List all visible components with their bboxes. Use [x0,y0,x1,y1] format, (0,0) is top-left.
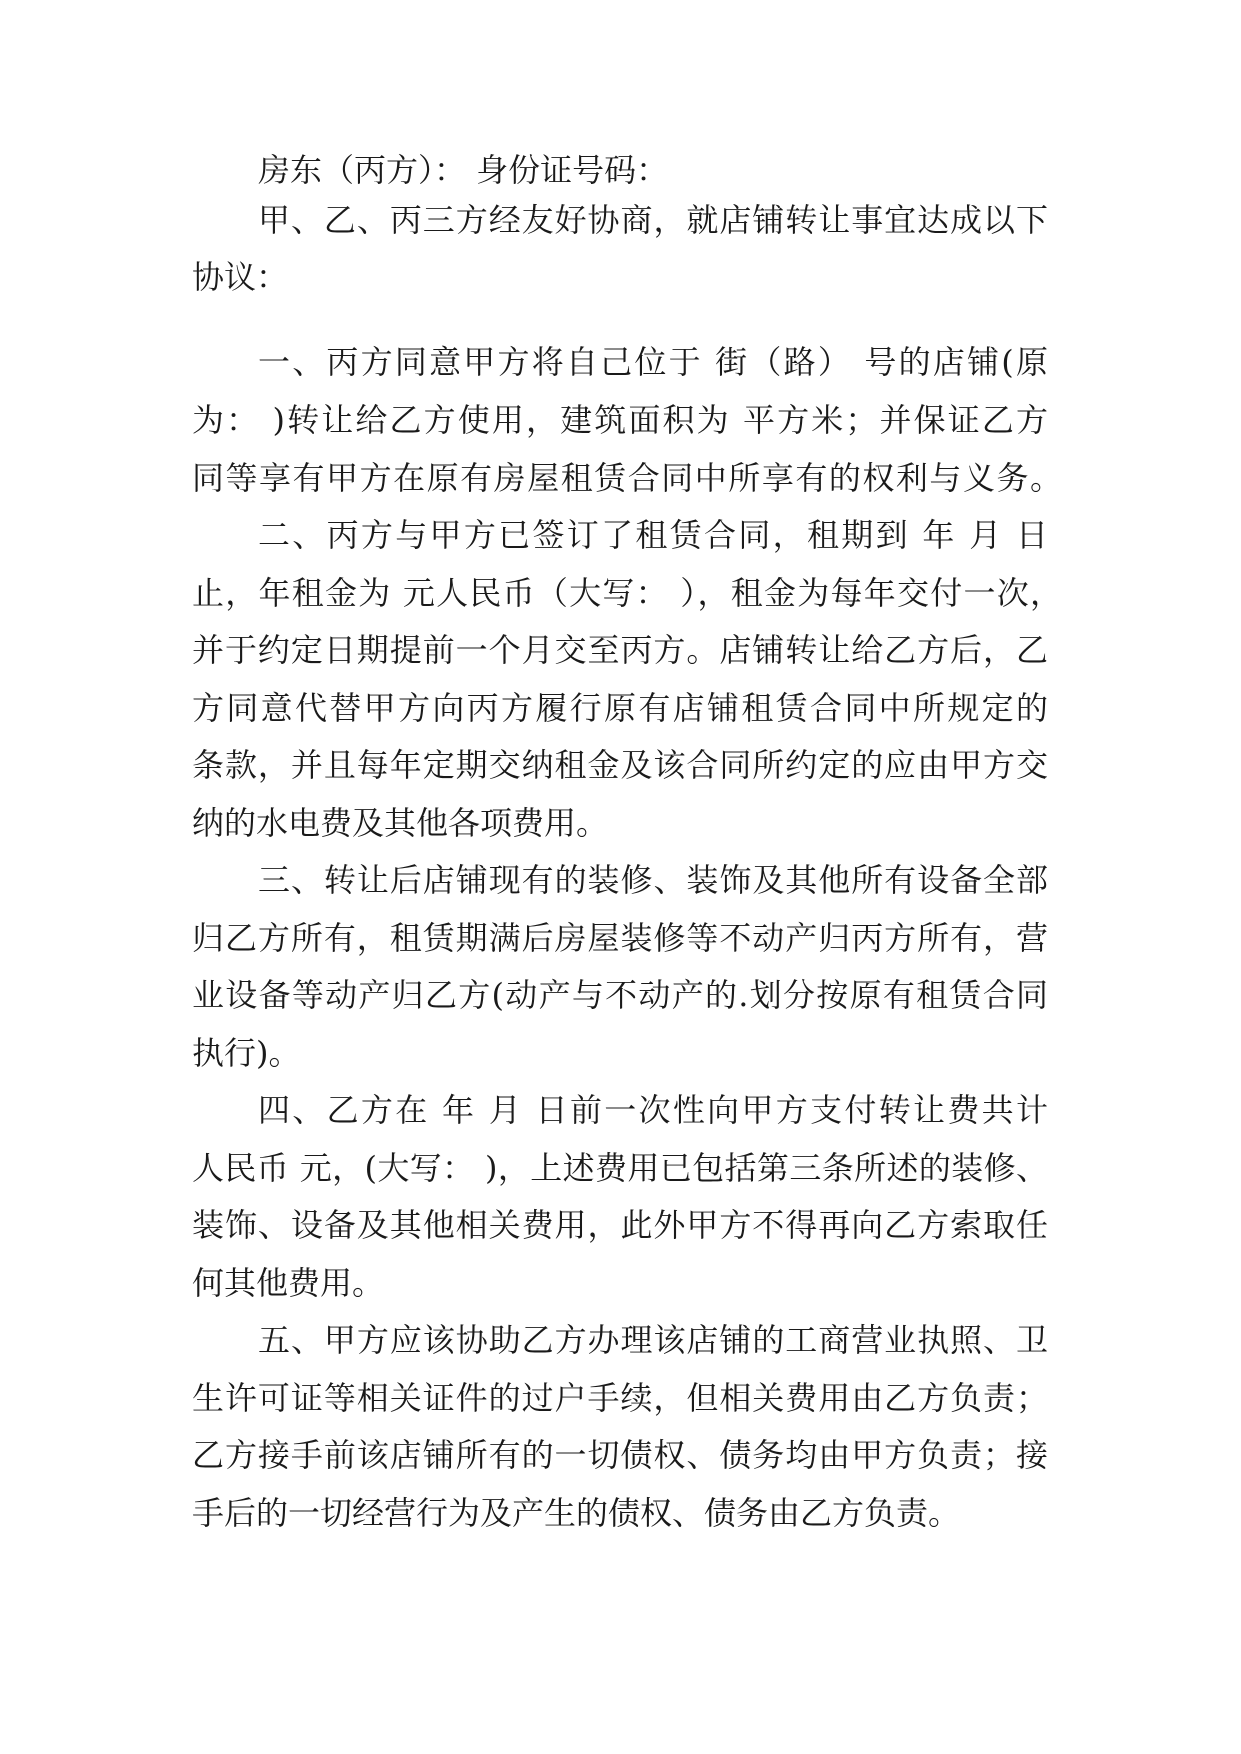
clause-2-line-5: 条款，并且每年定期交纳租金及该合同所约定的应由甲方交 [192,746,1048,784]
clause-5-line-2: 生许可证等相关证件的过户手续，但相关费用由乙方负责； [192,1379,1048,1417]
clause-1-line-3: 同等享有甲方在原有房屋租赁合同中所享有的权利与义务。 [192,459,1062,497]
clause-3-line-2: 归乙方所有，租赁期满后房屋装修等不动产归丙方所有，营 [192,919,1048,957]
clause-2-line-6: 纳的水电费及其他各项费用。 [192,804,609,842]
landlord-line: 房东（丙方）： 身份证号码： [258,151,669,189]
clause-2-line-2: 止，年租金为 元人民币（大写： ），租金为每年交付一次， [192,574,1062,612]
clause-4-line-1: 四、乙方在 年 月 日前一次性向甲方支付转让费共计 [258,1091,1048,1129]
clause-5-line-3: 乙方接手前该店铺所有的一切债权、债务均由甲方负责；接 [192,1436,1048,1474]
clause-4-line-4: 何其他费用。 [192,1264,385,1302]
clause-2-line-4: 方同意代替甲方向丙方履行原有店铺租赁合同中所规定的 [192,689,1048,727]
clause-2-line-1: 二、丙方与甲方已签订了租赁合同，租期到 年 月 日 [258,516,1048,554]
paragraph-intro-line-2: 协议： [192,258,289,296]
clause-4-line-2: 人民币 元，(大写： )，上述费用已包括第三条所述的装修、 [192,1149,1048,1187]
clause-4-line-3: 装饰、设备及其他相关费用，此外甲方不得再向乙方索取任 [192,1206,1048,1244]
clause-3-line-1: 三、转让后店铺现有的装修、装饰及其他所有设备全部 [258,861,1048,899]
paragraph-intro-line-1: 甲、乙、丙三方经友好协商，就店铺转让事宜达成以下 [258,201,1048,239]
clause-1-line-1: 一、丙方同意甲方将自己位于 街（路） 号的店铺(原 [258,343,1048,381]
clause-2-line-3: 并于约定日期提前一个月交至丙方。店铺转让给乙方后，乙 [192,631,1048,669]
clause-3-line-4: 执行)。 [192,1034,301,1072]
clause-5-line-1: 五、甲方应该协助乙方办理该店铺的工商营业执照、卫 [258,1321,1048,1359]
clause-1-line-2: 为： )转让给乙方使用，建筑面积为 平方米；并保证乙方 [192,401,1048,439]
clause-5-line-4: 手后的一切经营行为及产生的债权、债务由乙方负责。 [192,1494,961,1532]
clause-3-line-3: 业设备等动产归乙方(动产与不动产的.划分按原有租赁合同 [192,976,1048,1014]
